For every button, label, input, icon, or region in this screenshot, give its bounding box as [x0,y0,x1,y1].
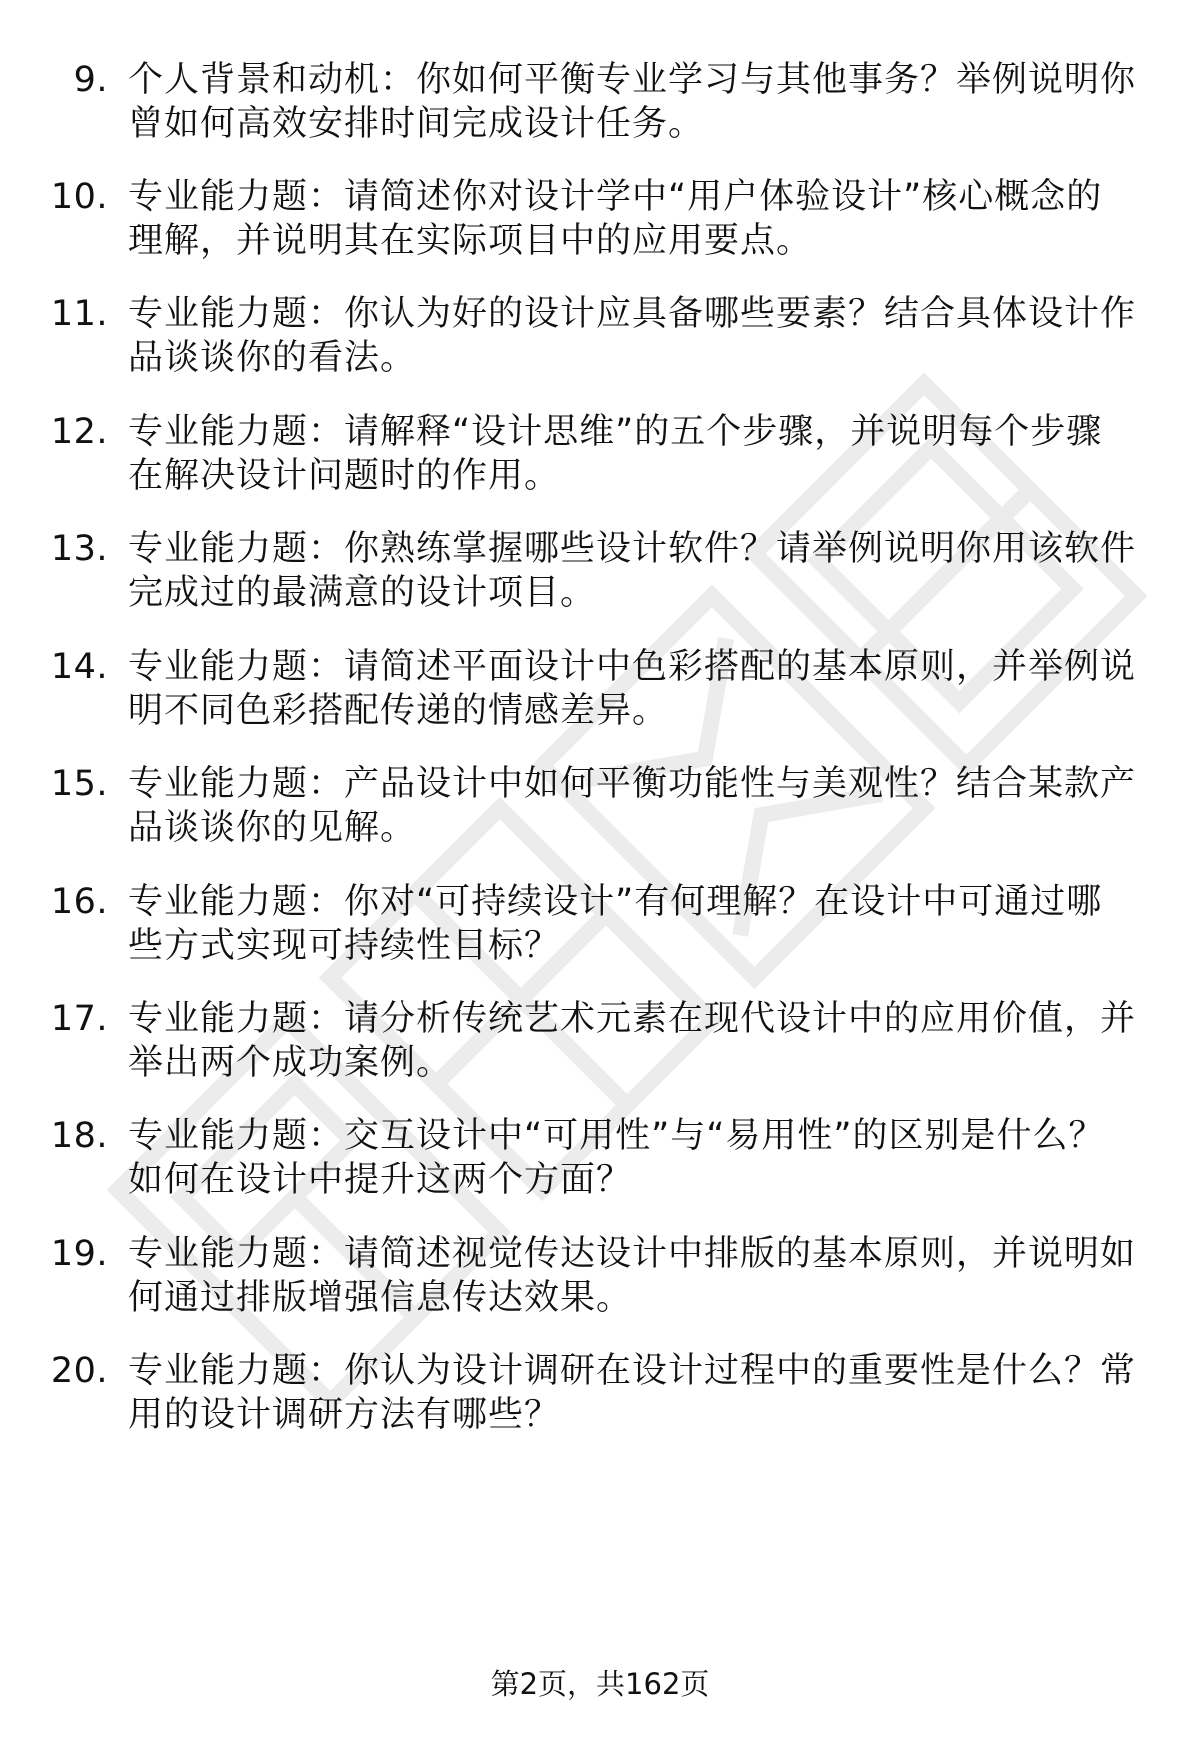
question-text: 专业能力题：你熟练掌握哪些设计软件？请举例说明你用该软件完成过的最满意的设计项目。 [128,529,1137,613]
list-item [0,175,1200,285]
question-text: 专业能力题：产品设计中如何平衡功能性与美观性？结合某款产品谈谈你的见解。 [128,764,1137,848]
question-number: 12. [50,412,108,452]
question-number: 17. [50,999,108,1039]
question-text: 专业能力题：你对“可持续设计”有何理解？在设计中可通过哪些方式实现可持续性目标？ [128,882,1103,966]
list-item [0,1232,1200,1342]
question-number: 16. [50,882,108,922]
question-text: 专业能力题：请简述平面设计中色彩搭配的基本原则，并举例说明不同色彩搭配传递的情感差异。 [128,647,1137,731]
question-text: 专业能力题：你认为好的设计应具备哪些要素？结合具体设计作品谈谈你的看法。 [128,294,1137,378]
list-item [0,645,1200,755]
question-number: 20. [50,1351,108,1391]
question-number: 18. [50,1116,108,1156]
question-text: 专业能力题：请分析传统艺术元素在现代设计中的应用价值，并举出两个成功案例。 [128,999,1137,1083]
question-text: 专业能力题：交互设计中“可用性”与“易用性”的区别是什么？如何在设计中提升这两个方面？ [128,1116,1105,1200]
list-item [0,58,1200,168]
list-item [0,880,1200,990]
list-item [0,410,1200,520]
question-number: 14. [50,647,108,687]
question-number: 19. [50,1234,108,1274]
list-item [0,292,1200,402]
question-number: 13. [50,529,108,569]
page-number-footer: 第2页，共162页 [490,1667,710,1701]
list-item [0,997,1200,1107]
question-number: 15. [50,764,108,804]
question-number: 9. [73,60,108,100]
list-item [0,1349,1200,1459]
question-text: 专业能力题：请解释“设计思维”的五个步骤，并说明每个步骤在解决设计问题时的作用。 [128,412,1103,496]
question-text: 专业能力题：请简述视觉传达设计中排版的基本原则，并说明如何通过排版增强信息传达效果。 [128,1234,1137,1318]
list-item [0,1114,1200,1224]
list-item [0,527,1200,637]
list-item [0,762,1200,872]
question-number: 10. [50,177,108,217]
question-text: 专业能力题：你认为设计调研在设计过程中的重要性是什么？常用的设计调研方法有哪些？ [128,1351,1137,1435]
question-text: 专业能力题：请简述你对设计学中“用户体验设计”核心概念的理解，并说明其在实际项目中的应用要点。 [128,177,1103,261]
question-text: 个人背景和动机：你如何平衡专业学习与其他事务？举例说明你曾如何高效安排时间完成设计任务。 [128,60,1137,144]
question-number: 11. [50,294,108,334]
